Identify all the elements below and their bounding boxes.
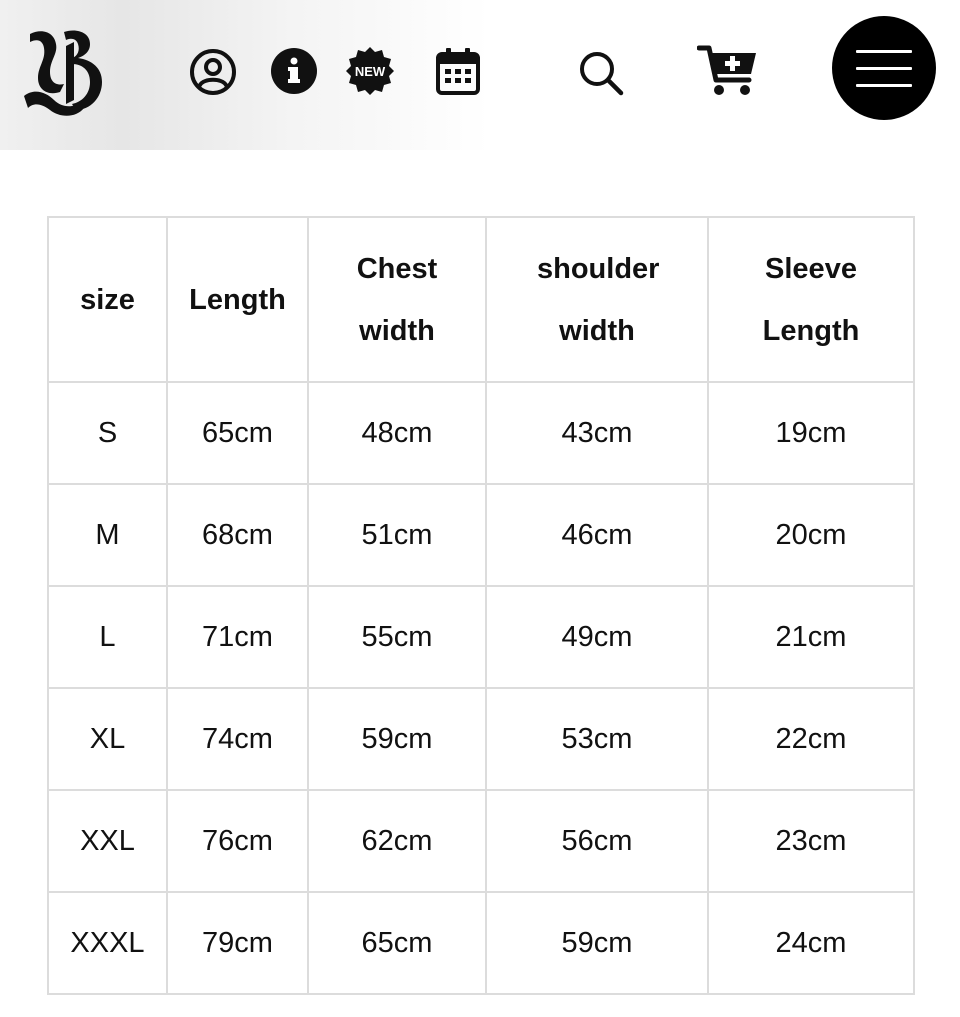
chest-width-cell: 55cm [308, 586, 486, 688]
calendar-icon[interactable] [436, 47, 480, 95]
sleeve-length-cell: 23cm [708, 790, 914, 892]
new-badge-icon[interactable] [345, 46, 395, 96]
length-cell: 65cm [167, 382, 308, 484]
info-icon[interactable] [271, 48, 317, 94]
chest-width-cell: 59cm [308, 688, 486, 790]
sleeve-length-cell: 21cm [708, 586, 914, 688]
chest-width-cell: 65cm [308, 892, 486, 994]
menu-icon-bar [856, 67, 912, 70]
table-row [48, 892, 914, 994]
table-header-row [48, 217, 914, 382]
account-icon[interactable] [189, 48, 237, 96]
length-cell: 76cm [167, 790, 308, 892]
add-to-cart-icon[interactable] [697, 44, 759, 98]
column-header-shoulder-width: shoulder width [486, 217, 708, 382]
shoulder-width-cell: 43cm [486, 382, 708, 484]
column-header-length: Length [167, 217, 308, 382]
column-header-size: size [48, 217, 167, 382]
table-row [48, 790, 914, 892]
length-cell: 74cm [167, 688, 308, 790]
length-cell: 68cm [167, 484, 308, 586]
column-header-sleeve-length: Sleeve Length [708, 217, 914, 382]
menu-button[interactable] [832, 16, 936, 120]
table-row [48, 688, 914, 790]
size-cell: XL [48, 688, 167, 790]
site-header [0, 0, 960, 150]
shoulder-width-cell: 53cm [486, 688, 708, 790]
site-logo[interactable] [20, 26, 110, 120]
size-cell: XXL [48, 790, 167, 892]
shoulder-width-cell: 59cm [486, 892, 708, 994]
chest-width-cell: 51cm [308, 484, 486, 586]
size-chart-table [47, 216, 915, 995]
size-cell: L [48, 586, 167, 688]
sleeve-length-cell: 22cm [708, 688, 914, 790]
table-row [48, 586, 914, 688]
size-cell: M [48, 484, 167, 586]
table-row [48, 382, 914, 484]
size-cell: XXXL [48, 892, 167, 994]
length-cell: 79cm [167, 892, 308, 994]
new-badge-label: NEW [354, 64, 386, 79]
column-header-chest-width: Chest width [308, 217, 486, 382]
shoulder-width-cell: 46cm [486, 484, 708, 586]
table-row [48, 484, 914, 586]
sleeve-length-cell: 19cm [708, 382, 914, 484]
chest-width-cell: 48cm [308, 382, 486, 484]
shoulder-width-cell: 56cm [486, 790, 708, 892]
chest-width-cell: 62cm [308, 790, 486, 892]
sleeve-length-cell: 20cm [708, 484, 914, 586]
shoulder-width-cell: 49cm [486, 586, 708, 688]
search-icon[interactable] [578, 50, 624, 96]
menu-icon-bar [856, 50, 912, 53]
size-cell: S [48, 382, 167, 484]
menu-icon-bar [856, 84, 912, 87]
length-cell: 71cm [167, 586, 308, 688]
sleeve-length-cell: 24cm [708, 892, 914, 994]
